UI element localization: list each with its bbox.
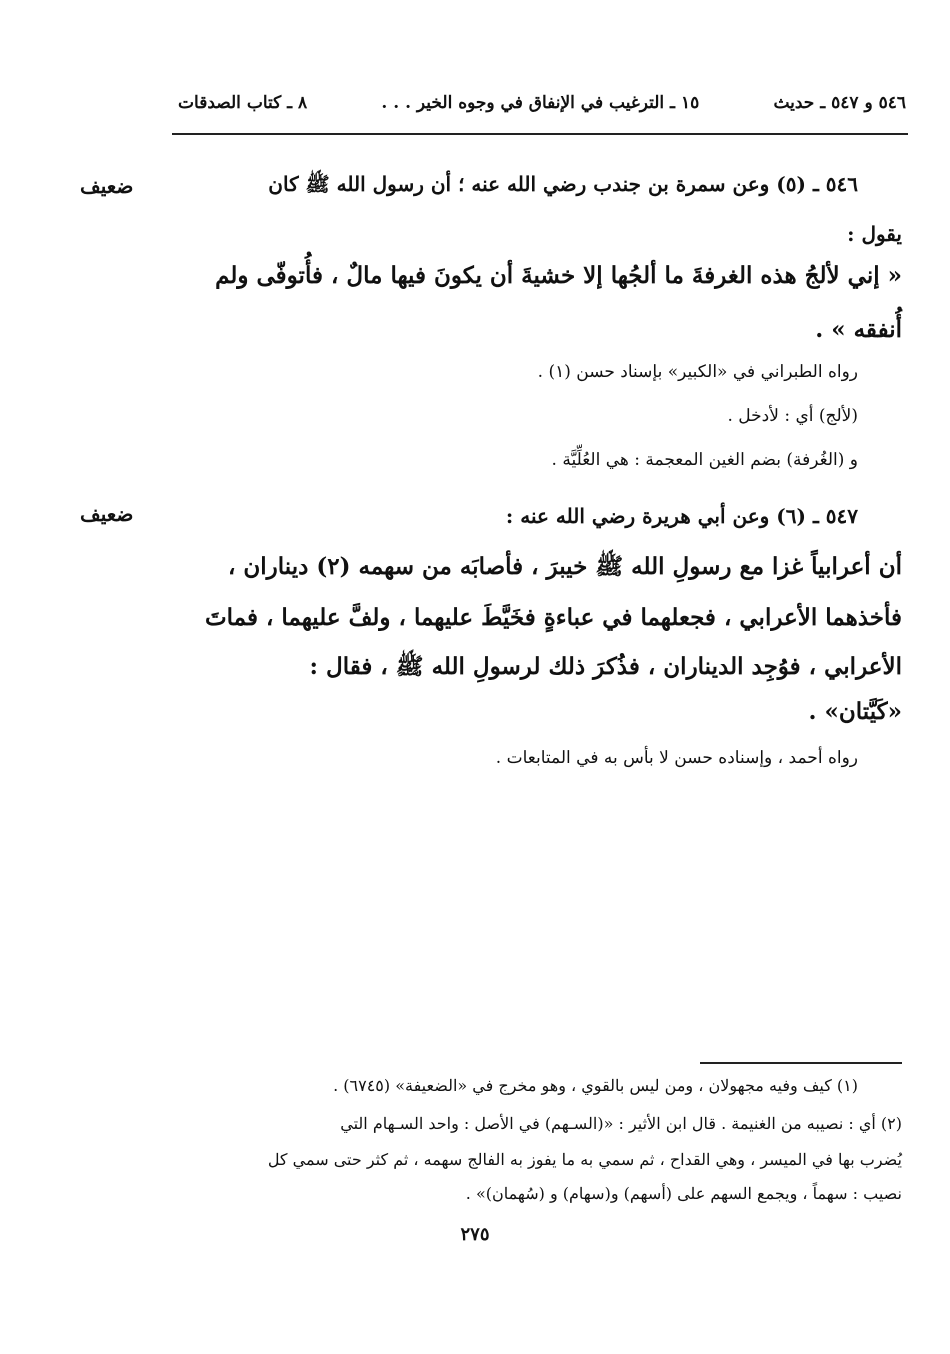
- hadith-546-intro-cont: يقول :: [847, 222, 902, 246]
- hadith-547-intro: ٥٤٧ ـ (٦) وعن أبي هريرة رضي الله عنه :: [505, 504, 858, 528]
- footnote-1: (١) كيف وفيه مجهولان ، ومن ليس بالقوي ، وهو مخرج في «الضعيفة» (٦٧٤٥) .: [333, 1076, 858, 1095]
- hadith-546-gloss-1: (لألج) أي : لأدخل .: [727, 406, 858, 426]
- header-book-title: ٨ ـ كتاب الصدقات: [178, 93, 308, 113]
- hadith-547-text-line4: «كَيَّتان» .: [808, 698, 902, 725]
- hadith-546-source: رواه الطبراني في «الكبير» بإسناد حسن (١) .: [537, 362, 858, 382]
- hadith-546-gloss-2: و (الغُرفة) بضم الغين المعجمة : هي العُلِّيَّة .: [551, 450, 858, 470]
- header-hadith-ref: ٥٤٦ و ٥٤٧ ـ حديث: [773, 93, 906, 113]
- hadith-547-source: رواه أحمد ، وإسناده حسن لا بأس به في المتابعات .: [495, 748, 858, 768]
- hadith-546-text-line2: أُنفقه » .: [815, 316, 902, 343]
- header-chapter-title: ١٥ ـ الترغيب في الإنفاق في وجوه الخير . . .: [381, 93, 700, 113]
- hadith-546-text-line1: « إني لألجُ هذه الغرفةَ ما ألجُها إلا خشيةَ أن يكونَ فيها مالٌ ، فأُتوفّى ولم: [215, 262, 902, 289]
- hadith-546-grade: ضعيف: [80, 174, 134, 198]
- hadith-547-grade: ضعيف: [80, 502, 134, 526]
- page-number: ٢٧٥: [460, 1224, 490, 1245]
- hadith-547-text-line3: الأعرابي ، فوُجِد الديناران ، فذُكرَ ذلك لرسولِ الله ﷺ ، فقال :: [309, 653, 902, 680]
- hadith-546-intro: ٥٤٦ ـ (٥) وعن سمرة بن جندب رضي الله عنه ؛ أن رسول الله ﷺ كان: [268, 172, 858, 196]
- footnote-2-line1: (٢) أي : نصيبه من الغنيمة . قال ابن الأثير : «(السـهم) في الأصل : واحد السـهام التي: [340, 1114, 902, 1133]
- running-header: [178, 88, 906, 118]
- footnote-2-line3: نصيب : سهماً ، ويجمع السهم على (أسهم) و(سهام) و (سُهمان)» .: [465, 1184, 902, 1203]
- header-divider: [172, 133, 908, 135]
- footnote-divider: [700, 1062, 902, 1064]
- hadith-547-text-line2: فأخذهما الأعرابي ، فجعلهما في عباءةٍ فخَيَّطَ عليهما ، ولفَّ عليهما ، فماتَ: [205, 604, 902, 631]
- hadith-547-text-line1: أن أعرابياً غزا مع رسولِ الله ﷺ خيبرَ ، فأصابَه من سهمه (٢) ديناران ،: [227, 553, 902, 580]
- footnote-2-line2: يُضرب بها في الميسر ، وهي القداح ، ثم سمي به ما يفوز به الفالج سهمه ، ثم كثر حتى سمي كل: [267, 1150, 902, 1169]
